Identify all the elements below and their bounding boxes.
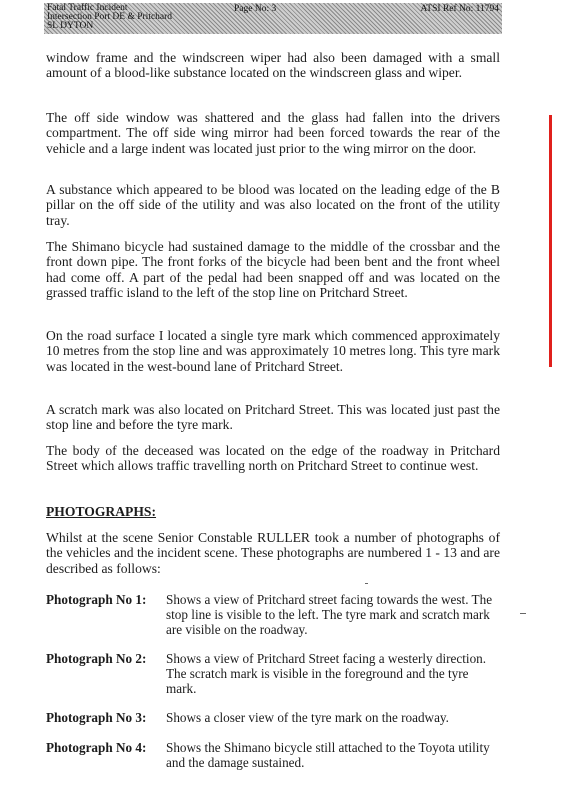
photo-3-description: Shows a closer view of the tyre mark on the roadway. bbox=[166, 710, 449, 725]
photo-2-label: Photograph No 2: bbox=[46, 651, 147, 666]
photographs-heading: PHOTOGRAPHS: bbox=[46, 504, 157, 519]
photographs-intro: Whilst at the scene Senior Constable RULLER took a number of photographs of the vehicles and the incident scene. These photographs are numbered 1 - 13 and are described as follows: bbox=[46, 530, 500, 576]
paragraph-bicycle: The Shimano bicycle had sustained damage to the middle of the crossbar and the front down pipe. The front forks of the bicycle had been bent and the front wheel had come off. A part of the pedal had been snapped off and was located on the grassed traffic island to the left of the stop line on Pritchard Street. bbox=[46, 239, 500, 301]
photo-4-label: Photograph No 4: bbox=[46, 740, 147, 755]
photo-2-description: Shows a view of Pritchard Street facing a westerly direction. The scratch mark is visible in the foreground and the tyre mark. bbox=[166, 651, 487, 697]
header-title: Fatal Traffic Incident bbox=[47, 3, 128, 13]
photo-3-label: Photograph No 3: bbox=[46, 710, 147, 725]
photo-4-description: Shows the Shimano bicycle still attached to the Toyota utility and the damage sustained. bbox=[166, 740, 490, 771]
paragraph-windscreen: window frame and the windscreen wiper had also been damaged with a small amount of a blood-like substance located on the windscreen glass and wiper. bbox=[46, 50, 500, 81]
page-header bbox=[44, 3, 502, 34]
header-officer: SL DYTON bbox=[47, 21, 94, 31]
photo-1-description: Shows a view of Pritchard street facing towards the west. The stop line is visible to the left. The tyre mark and scratch mark are visible on the roadway. bbox=[166, 592, 493, 638]
stray-mark bbox=[520, 613, 526, 614]
photo-1-label: Photograph No 1: bbox=[46, 592, 147, 607]
paragraph-window: The off side window was shattered and the glass had fallen into the drivers compartment. The off side wing mirror had been forced towards the rear of the vehicle and a large indent was located just prior to the wing mirror on the door. bbox=[46, 110, 500, 156]
margin-red-line bbox=[549, 115, 552, 367]
paragraph-body: The body of the deceased was located on the edge of the roadway in Pritchard Street which allows traffic travelling north on Pritchard Street to continue west. bbox=[46, 443, 500, 474]
header-location: Intersection Port DE & Pritchard bbox=[47, 12, 173, 22]
paragraph-blood: A substance which appeared to be blood was located on the leading edge of the B pillar on the off side of the utility and was also located on the front of the utility tray. bbox=[46, 182, 500, 228]
paragraph-scratch-mark: A scratch mark was also located on Pritchard Street. This was located just past the stop line and before the tyre mark. bbox=[46, 402, 500, 433]
header-page-number: Page No: 3 bbox=[234, 4, 277, 14]
paragraph-tyre-mark: On the road surface I located a single tyre mark which commenced approximately 10 metres from the stop line and was approximately 10 metres long. This tyre mark was located in the west-bound lane of Pritchard Street. bbox=[46, 328, 500, 374]
header-reference: ATSI Ref No: 11794 bbox=[420, 4, 499, 14]
stray-mark bbox=[365, 583, 368, 584]
header-left bbox=[47, 4, 172, 31]
